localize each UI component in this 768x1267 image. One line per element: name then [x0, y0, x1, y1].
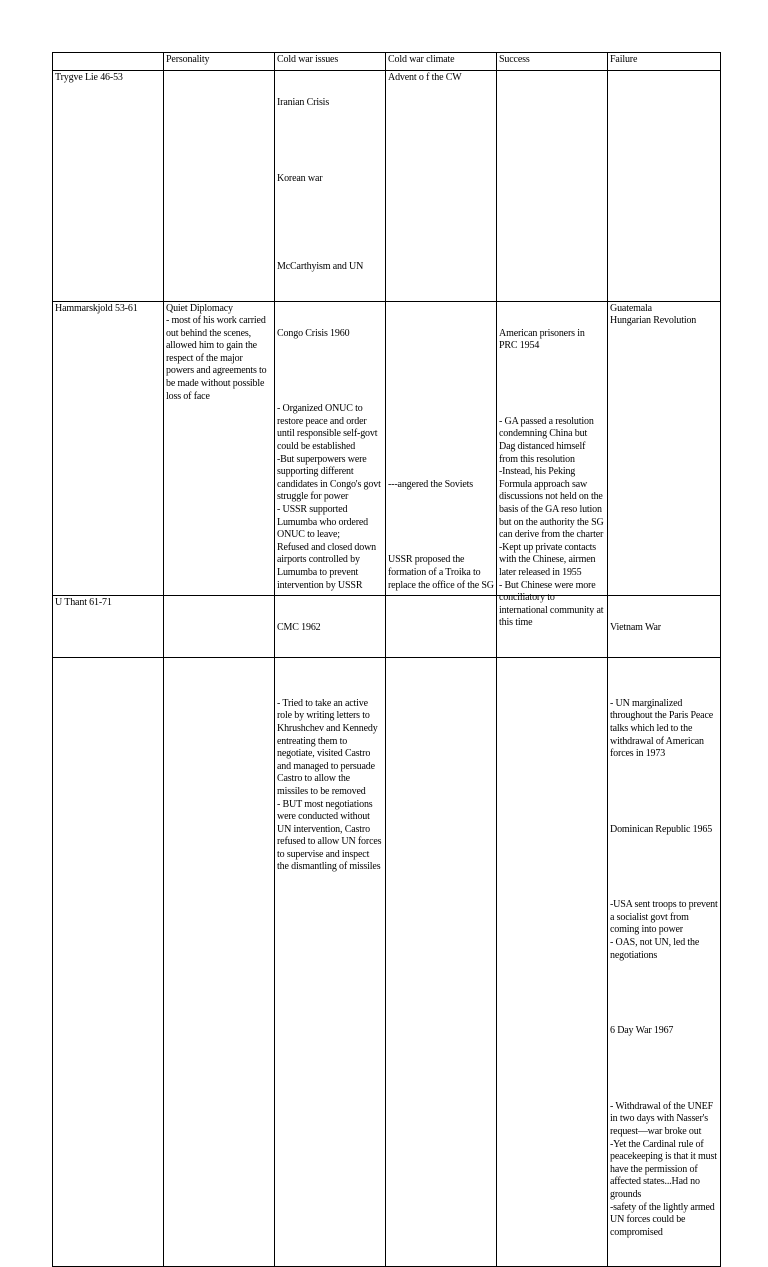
header-cell-failure: Failure — [608, 53, 721, 71]
climate-cell: Advent o f the CW — [386, 71, 497, 302]
success-title: American prisoners in PRC 1954 — [499, 327, 588, 352]
header-cell-climate: Cold war climate — [386, 53, 497, 71]
success-body: - GA passed a resolution condemning China but Dag distanced himself from this resolution -Instead, his Peking Formula approach saw discussions not held on the basis of the GA reso lution but on the authority the SG can derive from the charter -Kept up private contacts with the Chinese, airmen later released in 1955 - But Chinese were more conciliatory to international community at this time — [499, 415, 604, 629]
header-cell-personality: Personality — [164, 53, 275, 71]
issue-text: McCarthyism and UN — [277, 260, 364, 272]
issue-body: - Tried to take an active role by writing letters to Khrushchev and Kennedy entreating them to negotiate, visited Castro and managed to persuade Castro to allow the missiles to be removed - BUT most negotiations were conducted without UN intervention, Castro refused to allow UN forces to supervise and inspect the dismantling of missiles — [277, 697, 382, 873]
failure-body: - UN marginalized throughout the Paris Peace talks which led to the withdrawal of American forces in 1973 — [610, 697, 716, 760]
header-row — [53, 53, 721, 71]
issue-title: CMC 1962 — [277, 622, 321, 634]
climate-text: ---angered the Soviets — [388, 478, 474, 490]
issues-cell — [275, 71, 386, 302]
failure-title: 6 Day War 1967 — [610, 1025, 674, 1037]
header-cell-issues: Cold war issues — [275, 53, 386, 71]
failure-body: -USA sent troops to prevent a socialist govt from coming into power - OAS, not UN, led the negotiations — [610, 899, 718, 961]
header-cell-success: Success — [497, 53, 608, 71]
header-cell-name — [53, 53, 164, 71]
issue-text: Iranian Crisis — [277, 97, 330, 109]
name-cell: Hammarskjold 53-61 — [53, 301, 164, 658]
failure-cell — [608, 596, 721, 1267]
issue-title: Congo Crisis 1960 — [277, 327, 350, 339]
personality-cell: Quiet Diplomacy - most of his work carried out behind the scenes, allowed him to gain the respect of the major powers and agreements to be made without possible loss of face — [164, 301, 275, 658]
failure-title: Vietnam War — [610, 622, 661, 634]
issues-cell — [275, 596, 386, 1267]
table-row-thant — [53, 596, 721, 1267]
failure-cell — [608, 71, 721, 302]
issue-body: - Organized ONUC to restore peace and order until responsible self-govt could be established -But superpowers were supporting different candidates in Congo's govt struggle for power - USSR supported Lumumba who ordered ONUC to leave; Refused and closed down airports controlled by Lumumba to prevent intervention by USSR — [277, 403, 381, 591]
issue-text: Korean war — [277, 172, 323, 184]
failure-title: Dominican Republic 1965 — [610, 823, 713, 835]
failure-cell: Guatemala Hungarian Revolution — [608, 301, 721, 658]
success-cell — [497, 596, 608, 1267]
personality-cell — [164, 596, 275, 1267]
failure-body: - Withdrawal of the UNEF in two days with Nasser's request—war broke out -Yet the Cardinal rule of peacekeeping is that it must have the permission of affected states...Had no grounds -safety of the lightly armed UN forces could be compromised — [610, 1100, 717, 1238]
un-secretaries-general-table-continued — [52, 595, 721, 1267]
un-secretaries-general-table — [52, 52, 721, 658]
name-cell: U Thant 61-71 — [53, 596, 164, 1267]
climate-cell — [386, 596, 497, 1267]
name-cell: Trygve Lie 46-53 — [53, 71, 164, 302]
climate-text: USSR proposed the formation of a Troika to replace the office of the SG — [388, 554, 494, 591]
personality-cell — [164, 71, 275, 302]
table-row-lie — [53, 71, 721, 302]
success-cell — [497, 71, 608, 302]
